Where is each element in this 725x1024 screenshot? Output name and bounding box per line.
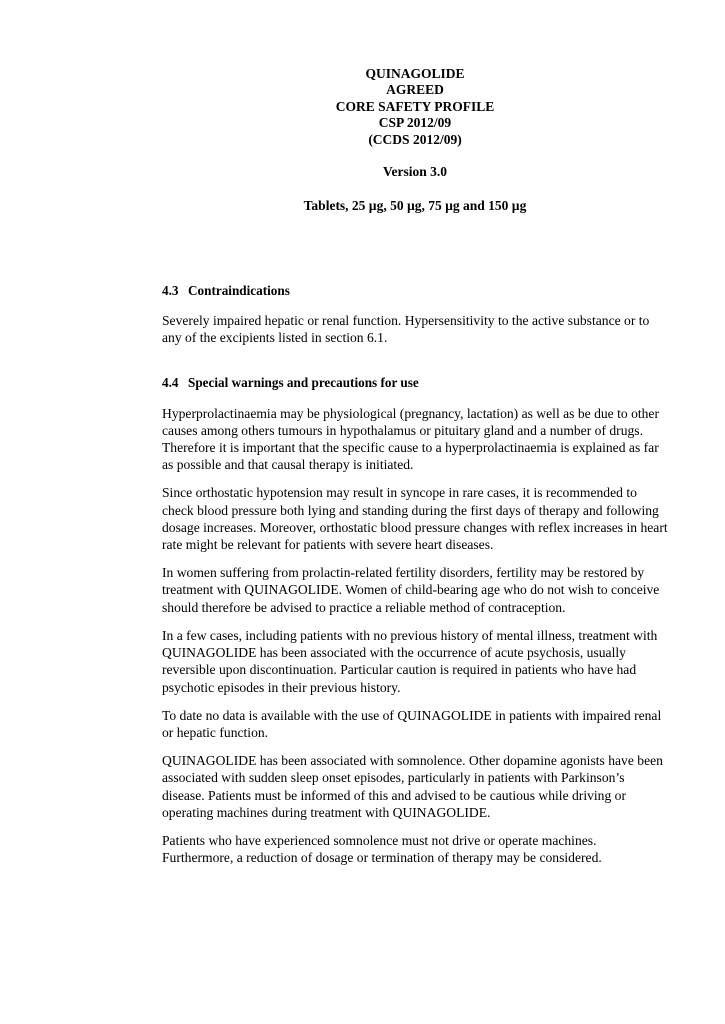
spacer-before-4-4 <box>162 346 668 374</box>
spacer-para-4-4-2 <box>162 553 668 564</box>
document-strengths: Tablets, 25 µg, 50 µg, 75 µg and 150 µg <box>303 198 527 214</box>
section-title-4-3: Contraindications <box>188 282 290 298</box>
title-line-ccds-code: (CCDS 2012/09) <box>368 131 462 147</box>
title-line-product: QUINAGOLIDE <box>365 66 465 81</box>
paragraph-4-4-4: In a few cases, including patients with no previous history of mental illness, treatment with QUINAGOLIDE has been associated with the occurrence of acute psychosis, usually reversible upon discontinuation. Particular caution is required in patients who have had psychotic episodes in their previous history. <box>162 627 658 695</box>
paragraph-4-4-1: Hyperprolactinaemia may be physiological (pregnancy, lactation) as well as be due to other causes among others tumours in hypothalamus or pituitary gland and a number of drugs. Therefore it is important that the specific cause to a hyperprolactinaemia is explained as far as possible and that causal therapy is initiated. <box>162 405 659 473</box>
title-spacer-1 <box>162 148 668 164</box>
paragraph-4-4-7: Patients who have experienced somnolence must not drive or operate machines. Furthermore, a reduction of dosage or termination of therapy may be considered. <box>162 832 602 866</box>
spacer-para-4-4-4 <box>162 696 668 707</box>
spacer-para-4-4-6 <box>162 821 668 832</box>
paragraph-4-4-5: To date no data is available with the use of QUINAGOLIDE in patients with impaired renal or hepatic function. <box>162 707 662 740</box>
spacer-heading-4-4 <box>162 392 668 405</box>
spacer-para-4-4-1 <box>162 473 668 484</box>
paragraph-4-3-1: Severely impaired hepatic or renal function. Hypersensitivity to the active substance or to any of the excipients listed in section 6.1. <box>162 313 650 346</box>
title-line-csp-code: CSP 2012/09 <box>378 115 452 131</box>
spacer-para-4-4-5 <box>162 741 668 752</box>
section-number-4-4: 4.4 <box>162 375 179 391</box>
section-heading-4-4 <box>162 374 668 391</box>
title-line-core-safety-profile: CORE SAFETY PROFILE <box>335 98 495 114</box>
document-version: Version 3.0 <box>382 164 447 180</box>
section-number-4-3: 4.3 <box>162 282 179 298</box>
section-title-4-4: Special warnings and precautions for use <box>188 375 419 391</box>
spacer-para-4-4-3 <box>162 616 668 627</box>
document-body <box>162 282 668 866</box>
paragraph-4-4-2: Since orthostatic hypotension may result in syncope in rare cases, it is recommended to check blood pressure both lying and standing during the first days of therapy and following dosage increases. Moreover, orthostatic blood pressure changes with reflex increases in heart rate might be relevant for patients with severe heart diseases. <box>162 485 668 553</box>
page-content <box>162 0 668 866</box>
spacer-heading-4-3 <box>162 299 668 312</box>
paragraph-4-4-3: In women suffering from prolactin-related fertility disorders, fertility may be restored by treatment with QUINAGOLIDE. Women of child-bearing age who do not wish to conceive should therefore be advised to practice a reliable method of contraception. <box>162 565 660 615</box>
title-line-agreed: AGREED <box>386 82 444 98</box>
title-spacer-2 <box>162 180 668 198</box>
paragraph-4-4-6: QUINAGOLIDE has been associated with somnolence. Other dopamine agonists have been associated with sudden sleep onset episodes, particularly in patients with Parkinson’s disease. Patients must be informed of this and advised to be cautious while driving or operating machines during treatment with QUINAGOLIDE. <box>162 753 663 820</box>
document-title-block <box>162 66 668 148</box>
section-heading-4-3 <box>162 282 668 299</box>
